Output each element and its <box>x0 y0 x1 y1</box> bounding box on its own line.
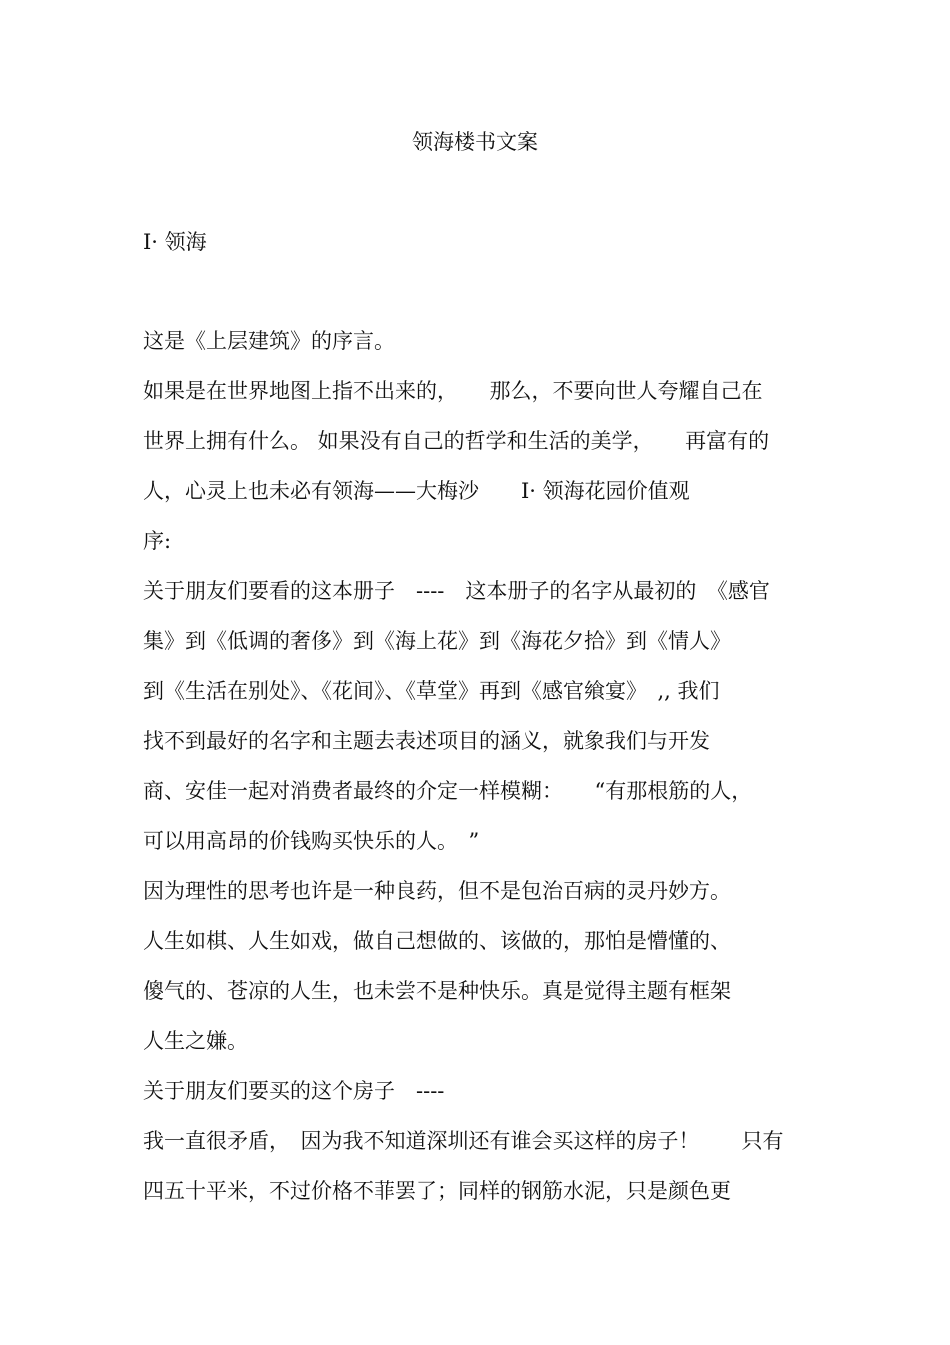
paragraph-line: 商、安佳一起对消费者最终的介定一样模糊： “有那根筋的人， <box>143 779 753 803</box>
paragraph-line: 因为理性的思考也许是一种良药，但不是包治百病的灵丹妙方。 <box>143 879 731 903</box>
paragraph-line: 人生之嫌。 <box>143 1029 248 1053</box>
paragraph-line: 到《生活在别处》、《花间》、《草堂》再到《感官飨宴》 ,, 我们 <box>143 679 720 703</box>
paragraph-line: 我一直很矛盾， 因为我不知道深圳还有谁会买这样的房子！ 只有 <box>143 1129 784 1153</box>
paragraph-line: 这是《上层建筑》的序言。 <box>143 329 395 353</box>
paragraph-line: 人生如棋、人生如戏，做自己想做的、该做的，那怕是懵懂的、 <box>143 929 731 953</box>
paragraph-line: 关于朋友们要买的这个房子 ---- <box>143 1079 445 1103</box>
paragraph-line: 四五十平米，不过价格不菲罢了；同样的钢筋水泥，只是颜色更 <box>143 1179 731 1203</box>
paragraph-line: 找不到最好的名字和主题去表述项目的涵义，就象我们与开发 <box>143 729 710 753</box>
paragraph-line: 傻气的、苍凉的人生，也未尝不是种快乐。真是觉得主题有框架 <box>143 979 731 1003</box>
document-title: 领海楼书文案 <box>412 130 538 154</box>
paragraph-line: 集》到《低调的奢侈》到《海上花》到《海花夕拾》到《情人》 <box>143 629 731 653</box>
paragraph-line: 可以用高昂的价钱购买快乐的人。 ” <box>143 829 480 853</box>
paragraph-line: 关于朋友们要看的这本册子 ---- 这本册子的名字从最初的 《感官 <box>143 579 770 603</box>
paragraph-line: 世界上拥有什么。 如果没有自己的哲学和生活的美学， 再富有的 <box>143 429 770 453</box>
paragraph-line: 序: <box>143 529 172 553</box>
paragraph-line: 如果是在世界地图上指不出来的， 那么，不要向世人夸耀自己在 <box>143 379 763 403</box>
section-heading: I· 领海 <box>143 230 207 254</box>
paragraph-line: 人，心灵上也未必有领海——大梅沙 I· 领海花园价值观 <box>143 479 690 503</box>
